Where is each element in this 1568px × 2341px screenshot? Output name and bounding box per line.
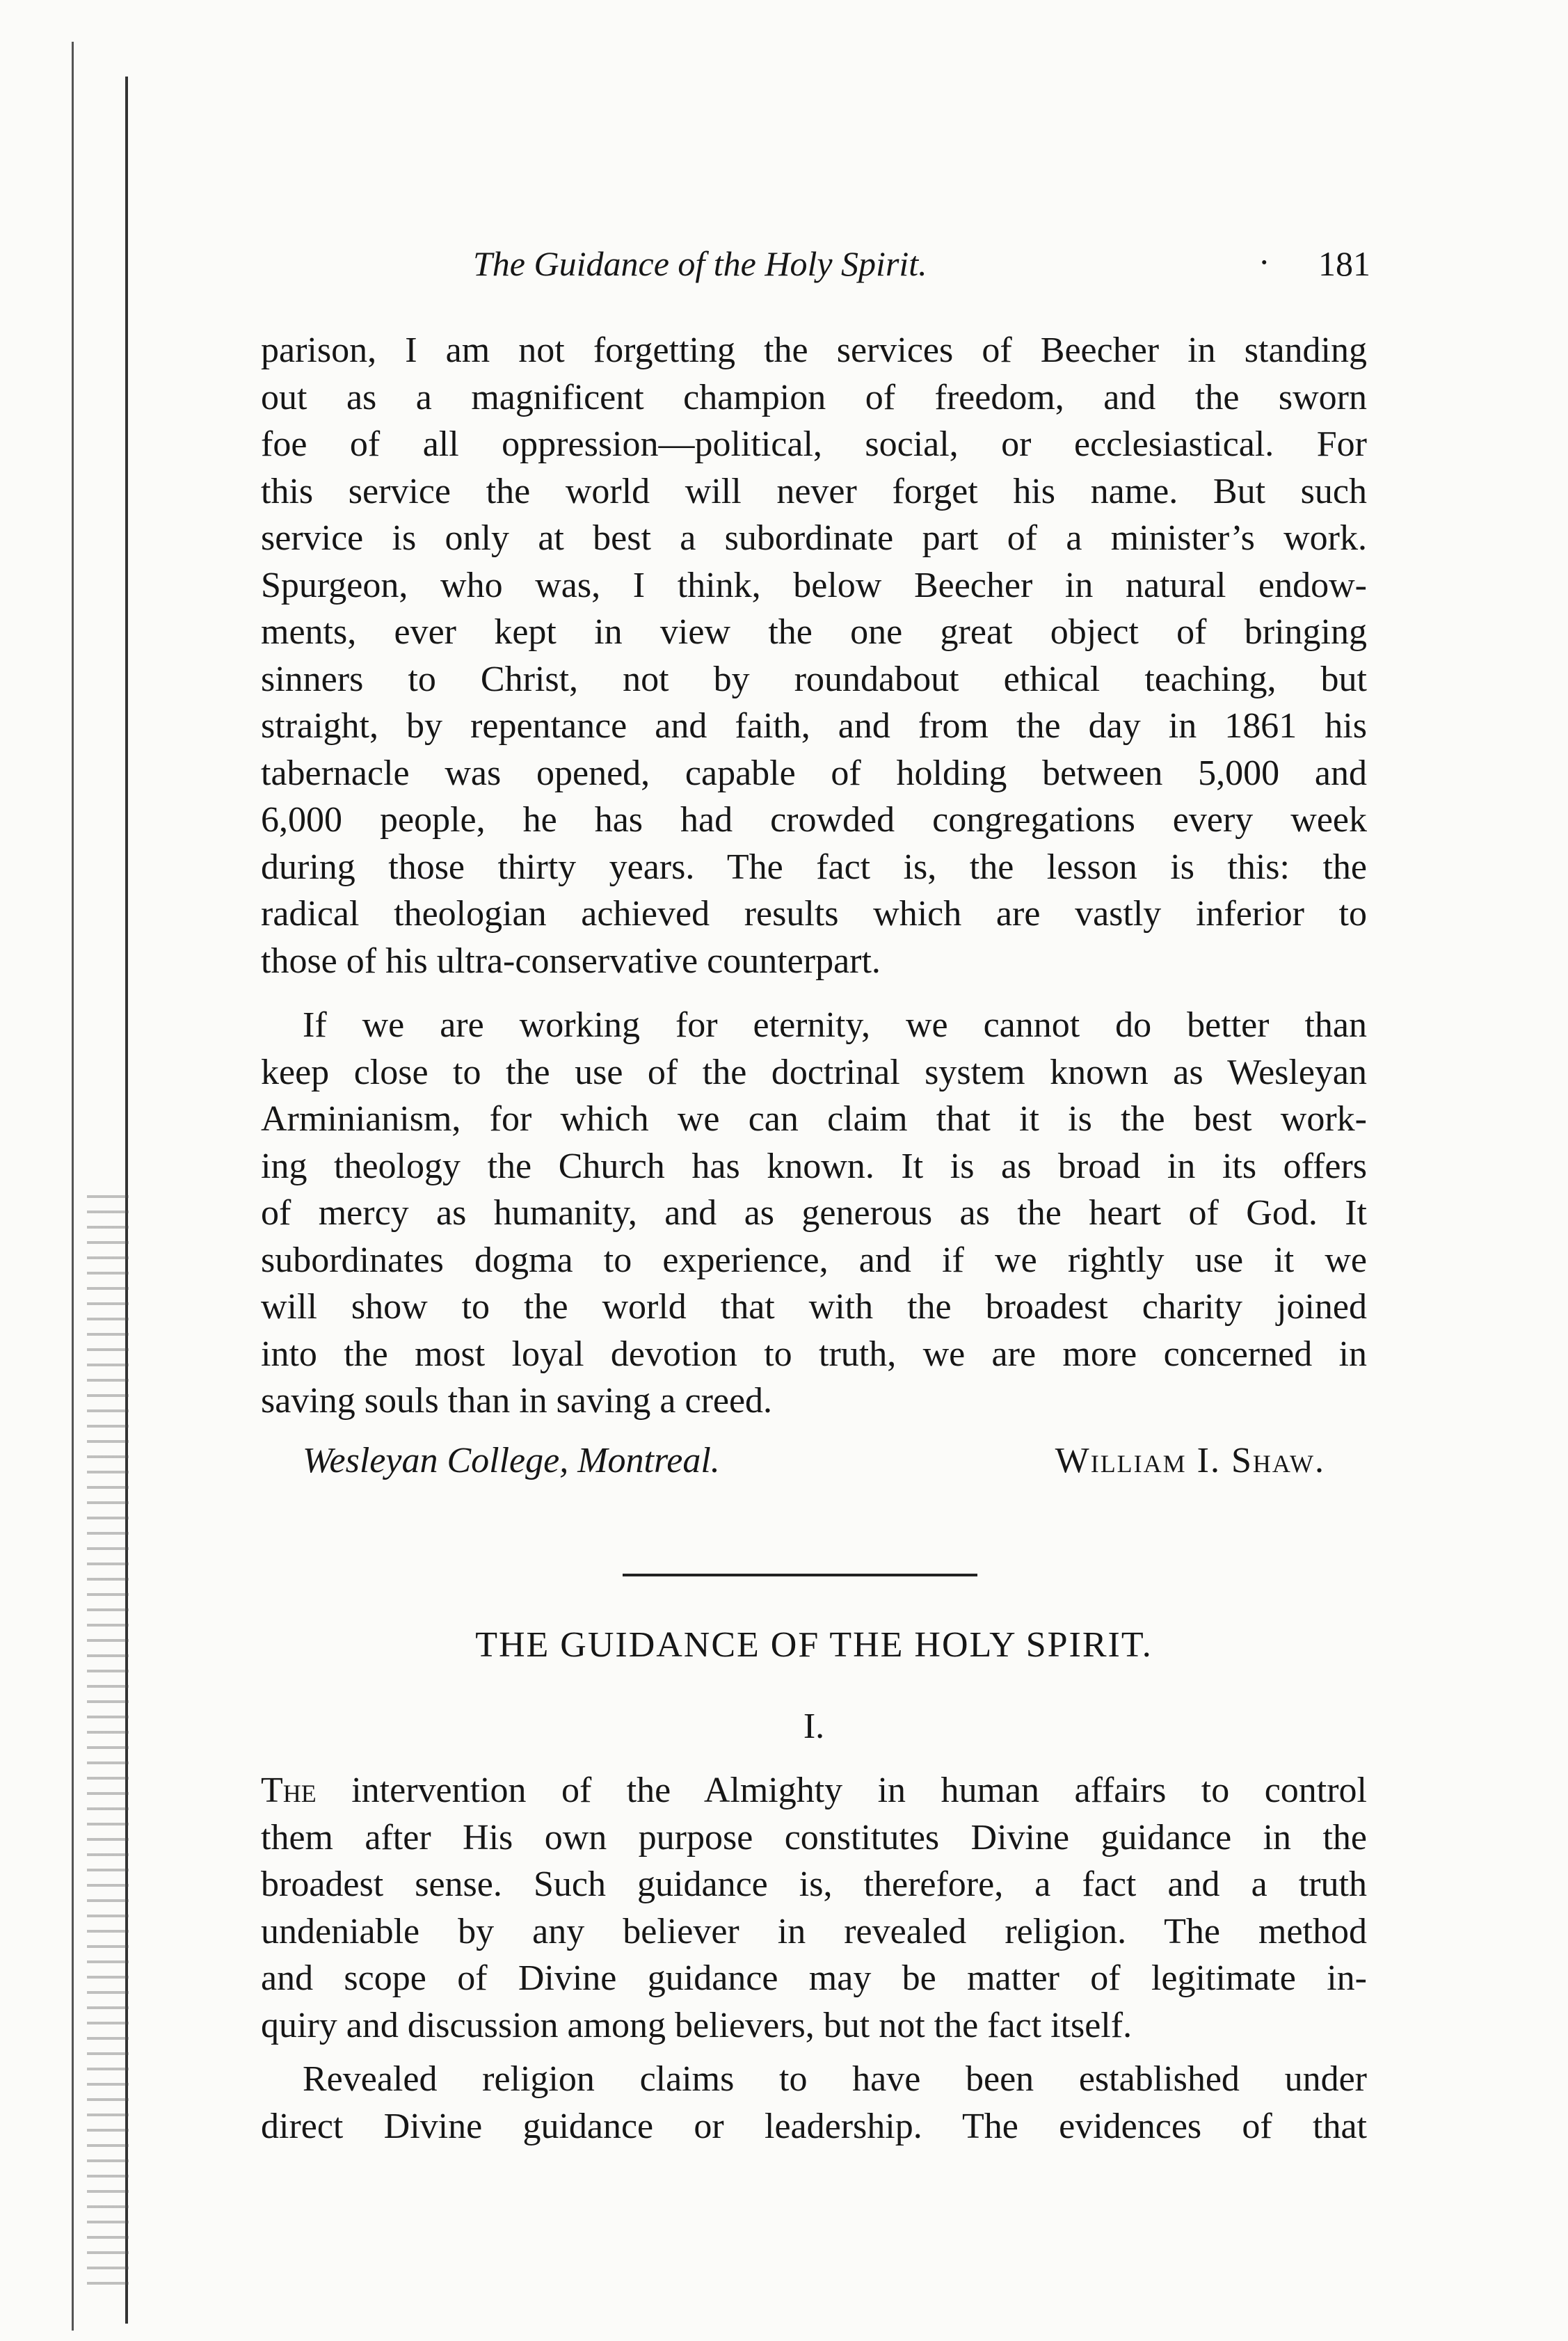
text-line: Arminianism, for which we can claim that it is the best work- [261, 1099, 1367, 1139]
section-divider [623, 1574, 977, 1576]
signature-author: William I. Shaw. [1055, 1441, 1325, 1480]
text-line: straight, by repentance and faith, and from the day in 1861 his [261, 706, 1367, 746]
text-line: of mercy as humanity, and as generous as the heart of God. It [261, 1193, 1367, 1233]
text-line: subordinates dogma to experience, and if we rightly use it we [261, 1240, 1367, 1280]
text-line: during those thirty years. The fact is, the lesson is this: the [261, 847, 1367, 887]
text-line-rest: intervention of the Almighty in human affairs to control [316, 1771, 1367, 1810]
text-line: direct Divine guidance or leadership. The evidences of that [261, 2106, 1367, 2146]
text-line: foe of all oppression—political, social, or ecclesiastical. For [261, 424, 1367, 464]
text-line: those of his ultra-conservative counterpart. [261, 941, 881, 981]
text-line: saving souls than in saving a creed. [261, 1381, 773, 1421]
text-line: will show to the world that with the broadest charity joined [261, 1287, 1367, 1327]
signature-place: Wesleyan College, Montreal. [303, 1441, 720, 1480]
text-line: into the most loyal devotion to truth, we are more concerned in [261, 1334, 1367, 1374]
text-line: ing theology the Church has known. It is as broad in its offers [261, 1146, 1367, 1186]
text-line: Spurgeon, who was, I think, below Beecher in natural endow- [261, 565, 1367, 605]
text-line: ments, ever kept in view the one great object of bringing [261, 612, 1367, 652]
text-line: them after His own purpose constitutes Divine guidance in the [261, 1817, 1367, 1857]
text-line: keep close to the use of the doctrinal system known as Wesleyan [261, 1052, 1367, 1092]
text-line: quiry and discussion among believers, but not the fact itself. [261, 2005, 1133, 2045]
text-line: broadest sense. Such guidance is, therefore, a fact and a truth [261, 1864, 1367, 1904]
text-line: radical theologian achieved results which are vastly inferior to [261, 894, 1367, 934]
paragraph-revealed-religion [261, 2056, 1367, 2150]
running-title: The Guidance of the Holy Spirit. [473, 244, 927, 283]
text-line: out as a magnificent champion of freedom, and the sworn [261, 377, 1367, 417]
text-line: tabernacle was opened, capable of holding between 5,000 and [261, 753, 1367, 793]
text-line: Revealed religion claims to have been established under [303, 2059, 1367, 2099]
page-number: 181 [1318, 244, 1370, 283]
scan-gutter-line [72, 42, 74, 2331]
text-line: If we are working for eternity, we cannot do better than [303, 1005, 1367, 1045]
running-header [473, 243, 1370, 292]
text-line [261, 1767, 1367, 1814]
signature-block [303, 1440, 1325, 1489]
lead-word: The [261, 1771, 317, 1810]
text-line: parison, I am not forgetting the services of Beecher in standing [261, 330, 1367, 370]
text-line: 6,000 people, he has had crowded congregations every week [261, 800, 1367, 840]
section-heading: THE GUIDANCE OF THE HOLY SPIRIT. [475, 1625, 1153, 1665]
paragraph-divine-guidance [261, 1767, 1367, 2049]
text-line: undeniable by any believer in revealed religion. The method [261, 1911, 1367, 1951]
paragraph-continued [261, 327, 1367, 984]
scan-binding-noise [87, 1183, 129, 2296]
text-line: this service the world will never forget his name. But such [261, 471, 1367, 511]
text-line: and scope of Divine guidance may be matter of legitimate in- [261, 1958, 1367, 1998]
section-number: I. [803, 1707, 825, 1746]
paragraph-wesleyan-arminianism [261, 1002, 1367, 1425]
text-line: sinners to Christ, not by roundabout ethical teaching, but [261, 659, 1367, 699]
header-bullet: · [1259, 243, 1270, 281]
text-line: service is only at best a subordinate part of a minister’s work. [261, 518, 1367, 558]
